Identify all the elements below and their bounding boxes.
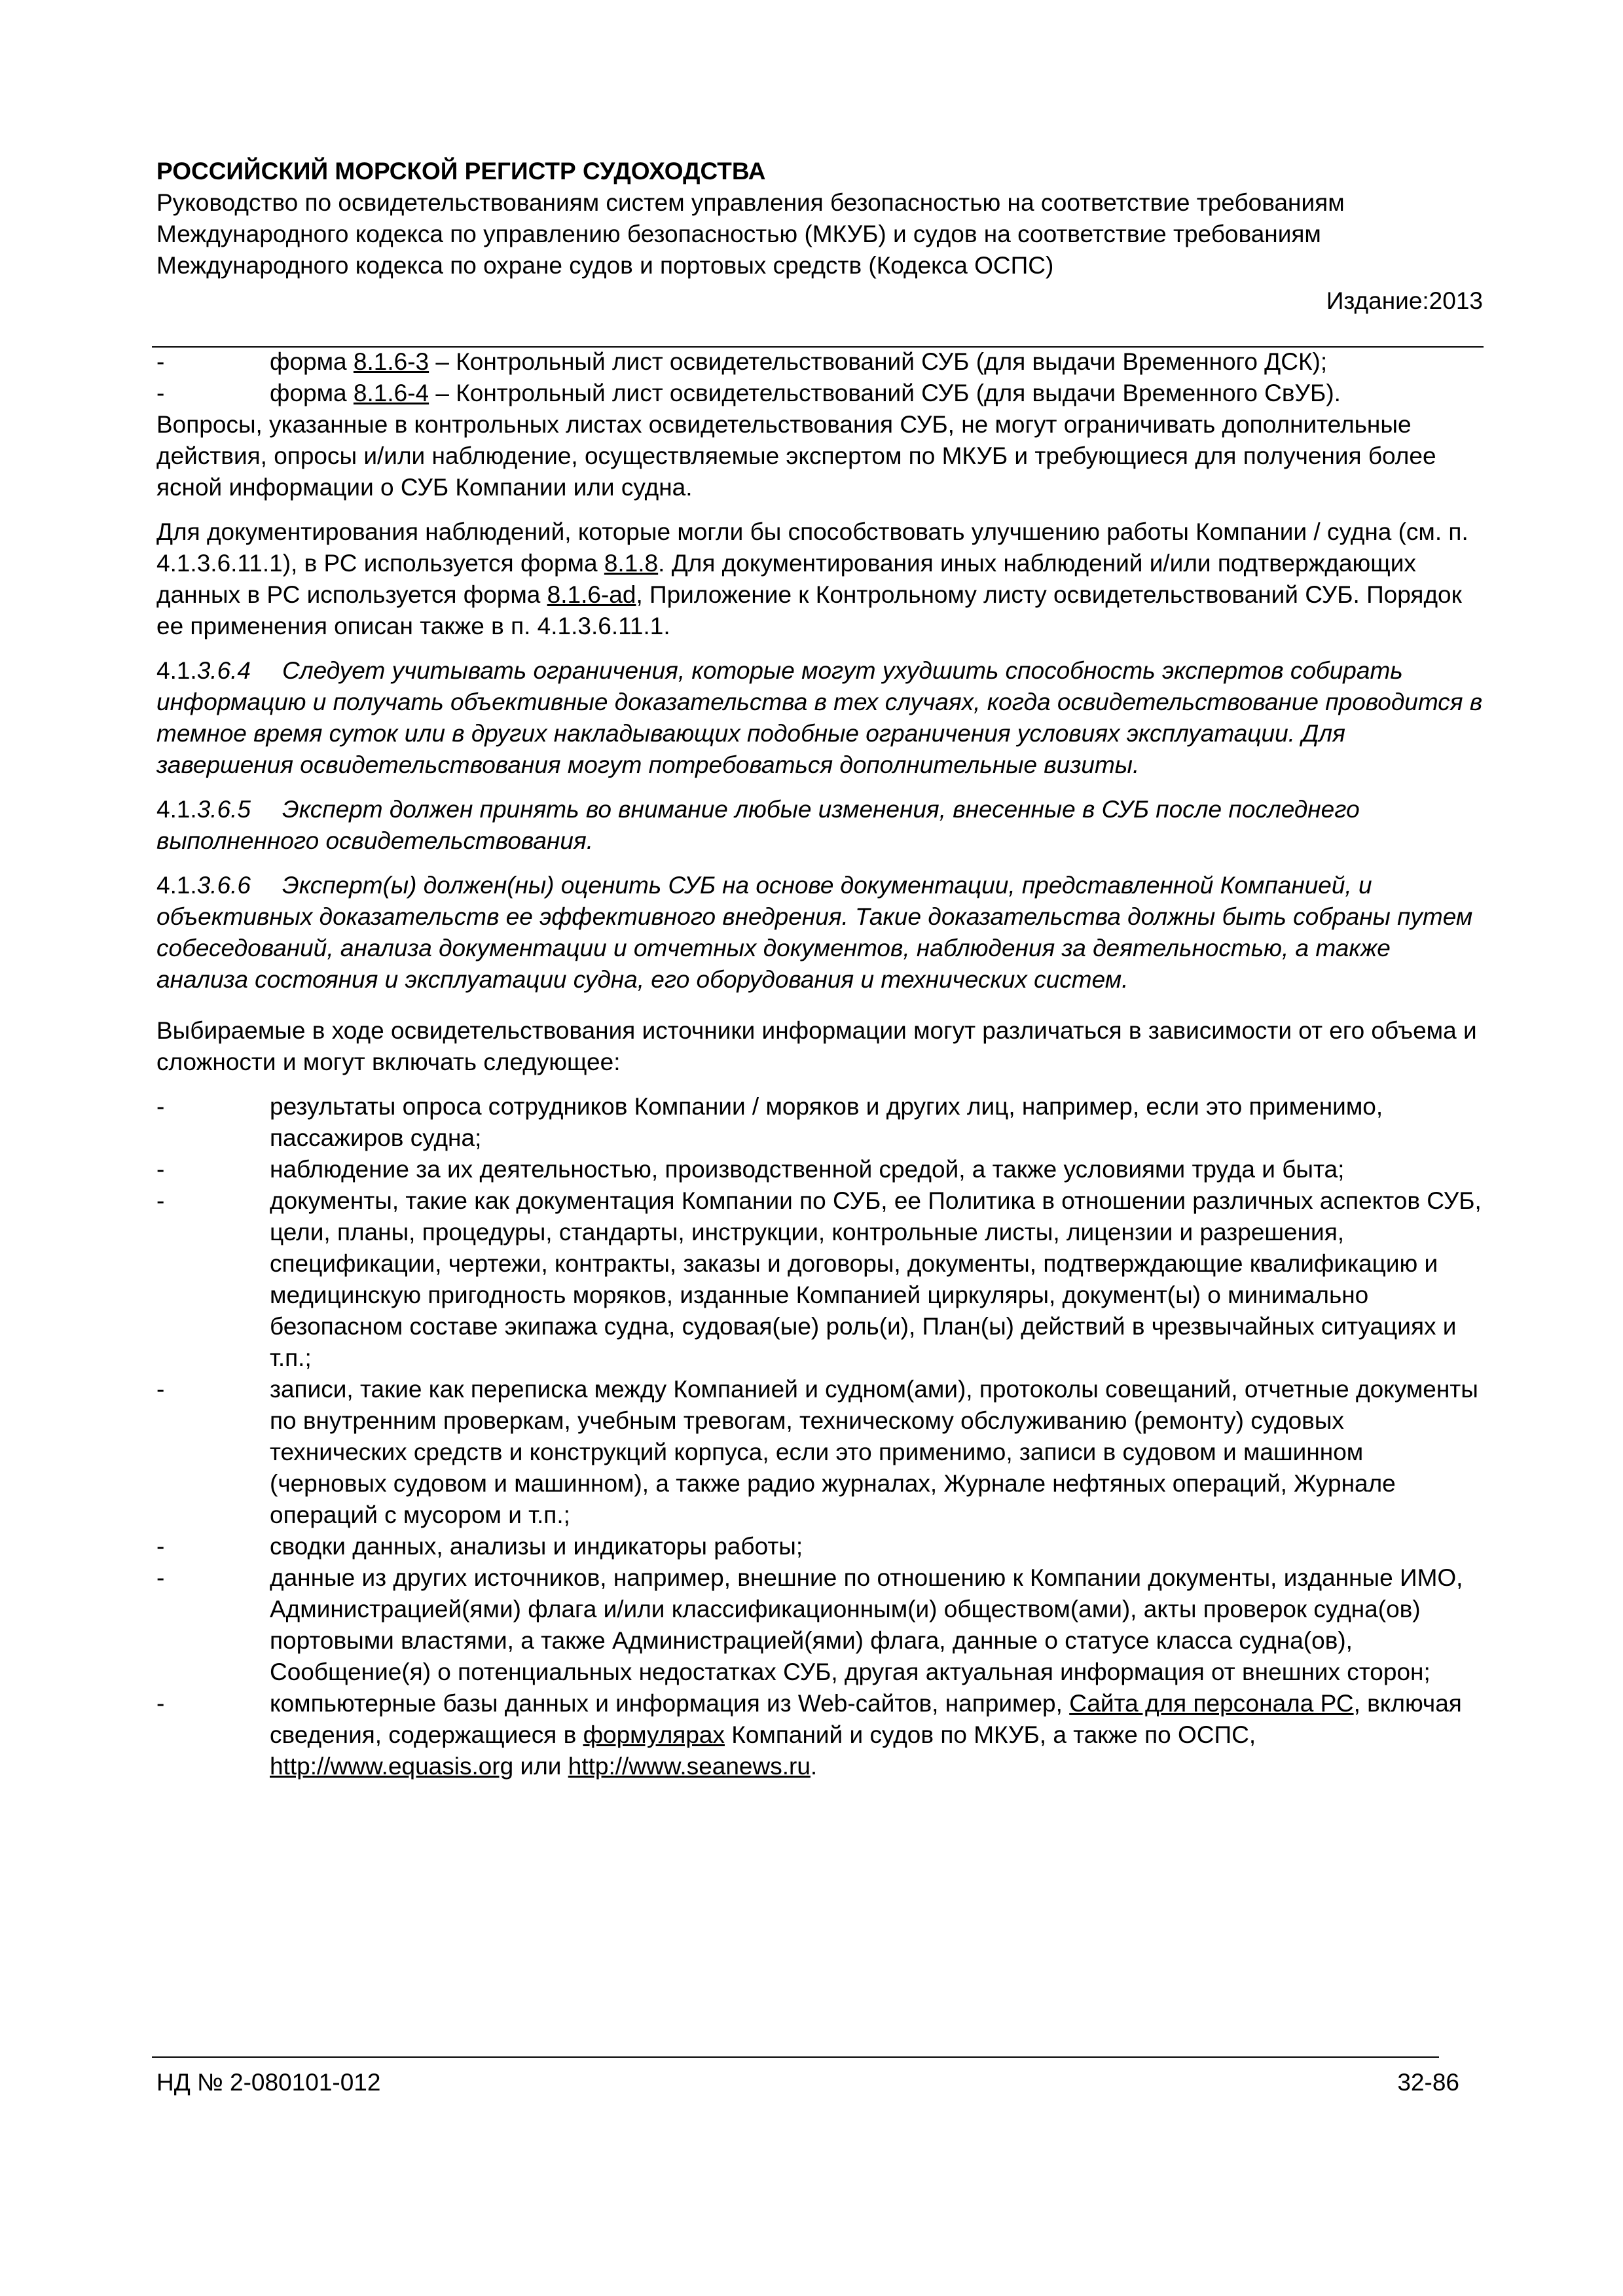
paragraph-text: . Для документирования иных наблюдений и/или подтверждающих данных в РС используется форма bbox=[156, 550, 1416, 608]
list-dash: - bbox=[156, 1533, 165, 1560]
list-dash: - bbox=[156, 1093, 165, 1120]
organization-name: РОССИЙСКИЙ МОРСКОЙ РЕГИСТР СУДОХОДСТВА bbox=[156, 158, 766, 185]
list-dash: - bbox=[156, 1187, 165, 1214]
list-item bbox=[156, 1185, 1483, 1374]
list-item-prefix: форма bbox=[270, 380, 354, 406]
list-item bbox=[156, 1531, 1483, 1562]
seanews-link[interactable]: http://www.seanews.ru bbox=[568, 1753, 811, 1780]
list-dash: - bbox=[156, 1564, 165, 1591]
list-dash: - bbox=[156, 1376, 165, 1403]
clause-number bbox=[156, 657, 251, 684]
list-item-text: , включая сведения, содержащиеся в bbox=[270, 1690, 1462, 1748]
list-item-text: – Контрольный лист освидетельствований СУБ (для выдачи Временного ДСК); bbox=[429, 348, 1328, 375]
list-item-prefix: форма bbox=[270, 348, 354, 375]
form-link[interactable]: 8.1.6-4 bbox=[353, 380, 429, 406]
paragraph-text: Для документирования наблюдений, которые могли бы способствовать улучшению работы Компании / судна (см. п. 4.1.3.6.11.1), в РС используется форма bbox=[156, 518, 1468, 577]
list-dash: - bbox=[156, 348, 165, 375]
list-item bbox=[156, 1562, 1483, 1688]
clause bbox=[156, 870, 1483, 996]
form-link[interactable]: 8.1.8 bbox=[604, 550, 659, 577]
document-number: НД № 2-080101-012 bbox=[156, 2069, 381, 2096]
list-item bbox=[156, 1374, 1483, 1531]
list-dash: - bbox=[156, 1156, 165, 1183]
list-item-text: документы, такие как документация Компании по СУБ, ее Политика в отношении различных аспектов СУБ, цели, планы, процедуры, стандарты, инструкции, контрольные листы, лицензии и разрешения, спецификации, чертежи, контракты, заказы и договоры, документы, подтверждающие квалификацию и медицинскую пригодность моряков, изданные Компанией циркуляры, документ(ы) о минимально безопасном составе экипажа судна, судовая(ые) роль(и), План(ы) действий в чрезвычайных ситуациях и т.п.; bbox=[270, 1187, 1482, 1371]
list-item-text: – Контрольный лист освидетельствований СУБ (для выдачи Временного СвУБ). bbox=[429, 380, 1341, 406]
paragraph bbox=[156, 516, 1483, 642]
clause-number-part: 3.6.4 bbox=[196, 657, 251, 684]
form-link[interactable]: 8.1.6-3 bbox=[353, 348, 429, 375]
page-header bbox=[156, 156, 1483, 317]
list-item bbox=[156, 378, 1483, 409]
document-title: Руководство по освидетельствованиям систем управления безопасностью на соответствие требованиям Международного кодекса по управлению безопасностью (МКУБ) и судов на соответствие требованиям Международного кодекса по охране судов и портовых средств (Кодекса ОСПС) bbox=[156, 189, 1345, 279]
clause-text: Следует учитывать ограничения, которые могут ухудшить способность экспертов собирать информацию и получать объективные доказательства в тех случаях, когда освидетельствование проводится в темное время суток или в других накладывающих подобные ограничения условиях эксплуатации. Для завершения освидетельствования могут потребоваться дополнительные визиты. bbox=[156, 657, 1483, 778]
list-item-text: компьютерные базы данных и информация из Web-сайтов, например, bbox=[270, 1690, 1070, 1717]
list-item bbox=[156, 1154, 1483, 1185]
clause-number bbox=[156, 872, 251, 899]
footer-divider bbox=[152, 2056, 1439, 2058]
list-dash: - bbox=[156, 380, 165, 406]
list-item-text: или bbox=[513, 1753, 568, 1780]
list-item-text: результаты опроса сотрудников Компании / моряков и других лиц, например, если это применимо, пассажиров судна; bbox=[270, 1093, 1383, 1151]
paragraph-text: , Приложение к Контрольному листу освидетельствований СУБ. Порядок ее применения описан также в п. 4.1.3.6.11.1. bbox=[156, 581, 1462, 639]
clause-number-part: 3.6.6 bbox=[196, 872, 251, 899]
paragraph: Вопросы, указанные в контрольных листах освидетельствования СУБ, не могут ограничивать дополнительные действия, опросы и/или наблюдение, осуществляемые экспертом по МКУБ и требующиеся для получения более ясной информации о СУБ Компании или судна. bbox=[156, 411, 1436, 501]
edition-label: Издание:2013 bbox=[1326, 287, 1483, 314]
list-dash: - bbox=[156, 1690, 165, 1717]
clause-number-part: 4.1. bbox=[156, 872, 197, 899]
list-item-text: Компаний и судов по МКУБ, а также по ОСПС, bbox=[724, 1721, 1256, 1748]
list-item-text: . bbox=[810, 1753, 818, 1780]
page-body bbox=[156, 346, 1483, 1782]
list-item bbox=[156, 1091, 1483, 1154]
clause-text: Эксперт(ы) должен(ны) оценить СУБ на основе документации, представленной Компанией, и объективных доказательств ее эффективного внедрения. Такие доказательства должны быть собраны путем собеседований, анализа документации и отчетных документов, наблюдения за деятельностью, а также анализа состояния и эксплуатации судна, его оборудования и технических систем. bbox=[156, 872, 1473, 993]
staff-site-link[interactable]: Сайта для персонала РС bbox=[1069, 1690, 1354, 1717]
clause-number-part: 3.6.5 bbox=[196, 796, 251, 823]
paragraph: Выбираемые в ходе освидетельствования источники информации могут различаться в зависимости от его объема и сложности и могут включать следующее: bbox=[156, 1017, 1477, 1075]
forms-link[interactable]: формулярах bbox=[583, 1721, 725, 1748]
clause bbox=[156, 794, 1483, 857]
list-item-text: наблюдение за их деятельностью, производственной средой, а также условиями труда и быта; bbox=[270, 1156, 1345, 1183]
clause-number-part: 4.1. bbox=[156, 657, 197, 684]
clause bbox=[156, 655, 1483, 781]
list-item-text: данные из других источников, например, внешние по отношению к Компании документы, изданные ИМО, Администрацией(ями) флага и/или классификационным(и) обществом(ами), акты проверок судна(ов) портовыми властями, а также Администрацией(ями) флага, данные о статусе класса судна(ов), Сообщение(я) о потенциальных недостатках СУБ, другая актуальная информация от внешних сторон; bbox=[270, 1564, 1463, 1685]
forms-list bbox=[156, 346, 1483, 409]
list-item bbox=[156, 1688, 1483, 1782]
list-item-text: записи, такие как переписка между Компанией и судном(ами), протоколы совещаний, отчетные документы по внутренним проверкам, учебным тревогам, техническому обслуживанию (ремонту) судовых технических средств и конструкций корпуса, если это применимо, записи в судовом и машинном (черновых судовом и машинном), а также радио журналах, Журнале нефтяных операций, Журнале операций с мусором и т.п.; bbox=[270, 1376, 1478, 1528]
sources-list bbox=[156, 1091, 1483, 1782]
page-number: 32-86 bbox=[1397, 2069, 1459, 2096]
list-item-text: сводки данных, анализы и индикаторы работы; bbox=[270, 1533, 803, 1560]
list-item bbox=[156, 346, 1483, 378]
equasis-link[interactable]: http://www.equasis.org bbox=[270, 1753, 514, 1780]
clause-number-part: 4.1. bbox=[156, 796, 197, 823]
form-link[interactable]: 8.1.6-ad bbox=[547, 581, 636, 608]
clause-text: Эксперт должен принять во внимание любые изменения, внесенные в СУБ после последнего выполненного освидетельствования. bbox=[156, 796, 1360, 854]
clause-number bbox=[156, 796, 251, 823]
